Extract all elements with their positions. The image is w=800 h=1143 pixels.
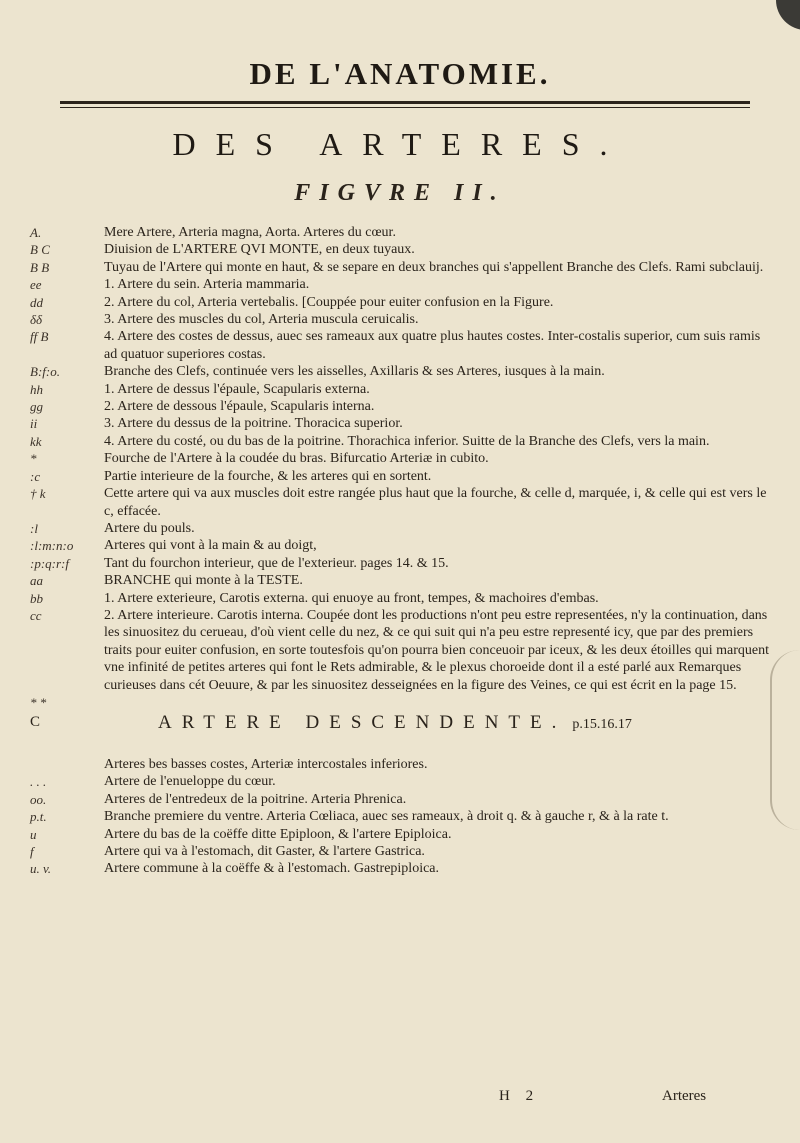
entry-text: Tant du fourchon interieur, que de l'exterieur. pages 14. & 15. — [104, 555, 449, 571]
heading-text: ARTERE DESCENDENTE. — [158, 711, 567, 733]
entry-text: Arteres qui vont à la main & au doigt, — [104, 538, 317, 554]
page-edge — [770, 650, 800, 830]
entry-mark: :p:q:r:f — [30, 555, 69, 571]
entry-text: Arteres bes basses costes, Arteriæ intercostales inferiores. — [104, 756, 428, 772]
entry-text: Branche premiere du ventre. Arteria Cœliaca, auec ses rameaux, à droit q. & à gauche r, & à la rate t. — [104, 809, 669, 825]
page-reference: p.15.16.17 — [572, 716, 632, 732]
legend-entry — [30, 363, 770, 380]
entry-text: 2. Artere du col, Arteria vertebalis. [Couppée pour euiter confusion en la Figure. — [104, 294, 554, 310]
legend-entry — [30, 791, 770, 808]
heading-mark: C — [30, 713, 41, 730]
entry-mark: δδ — [30, 312, 43, 328]
legend-entry — [30, 450, 770, 467]
legend-entry — [30, 572, 770, 589]
entry-mark: B B — [30, 259, 50, 275]
legend-entry — [30, 398, 770, 415]
entry-mark: :l:m:n:o — [30, 538, 74, 554]
legend-entry — [30, 590, 770, 607]
legend-entry — [30, 381, 770, 398]
entry-text: 2. Artere de dessous l'épaule, Scapularis interna. — [104, 399, 375, 415]
signature-mark: H 2 — [499, 1088, 540, 1104]
legend-entry — [30, 520, 770, 537]
figure-title: FIGVRE II. — [294, 180, 506, 206]
running-head: DE L'ANATOMIE. — [249, 56, 551, 91]
entry-text: Artere du pouls. — [104, 520, 195, 536]
entry-text: 4. Artere des costes de dessus, auec ses rameaux aux quatre plus hautes costes. Inter-costalis superior, cum suis ramis ad quatuor superiores costas. — [104, 329, 761, 362]
entry-text: Artere qui va à l'estomach, dit Gaster, & l'artere Gastrica. — [104, 844, 425, 859]
entry-text: 1. Artere de dessus l'épaule, Scapularis externa. — [104, 381, 370, 397]
entry-text: Artere de l'enueloppe du cœur. — [104, 774, 276, 790]
entry-mark: ff B — [30, 329, 49, 345]
entry-mark: B C — [30, 242, 50, 258]
entry-mark: oo. — [30, 791, 47, 807]
entry-mark: u — [30, 826, 37, 842]
legend-entry — [30, 826, 770, 843]
legend-entry — [30, 415, 770, 432]
page-corner-shadow — [776, 0, 800, 30]
legend-entries — [30, 224, 770, 878]
entry-mark: ee — [30, 277, 42, 293]
entry-mark: gg — [30, 399, 43, 415]
entry-text: Diuision de L'ARTERE QVI MONTE, en deux tuyaux. — [104, 242, 415, 258]
section-title: DES ARTERES. — [172, 126, 628, 162]
entry-mark: hh — [30, 381, 43, 397]
entry-text: 1. Artere du sein. Arteria mammaria. — [104, 277, 310, 293]
legend-entry — [30, 843, 770, 860]
legend-entry — [30, 259, 770, 276]
entry-text: 3. Artere du dessus de la poitrine. Thoracica superior. — [104, 416, 403, 432]
legend-entry — [30, 555, 770, 572]
entry-mark: * * — [30, 694, 47, 710]
entry-mark: kk — [30, 433, 42, 449]
entry-mark: * — [30, 451, 37, 467]
entry-text: 1. Artere exterieure, Carotis externa. qui enuoye au front, tempes, & machoires d'embas. — [104, 590, 599, 606]
entry-mark: ii — [30, 416, 38, 432]
legend-entry — [30, 311, 770, 328]
entry-text: Artere commune à la coëffe & à l'estomach. Gastrepiploica. — [104, 861, 440, 877]
descending-artery-heading — [30, 712, 770, 734]
legend-entry — [30, 468, 770, 485]
legend-entry — [30, 224, 770, 241]
entry-mark: :l — [30, 520, 38, 536]
legend-entry — [30, 756, 770, 773]
entry-mark: p.t. — [30, 809, 47, 825]
legend-entry — [30, 485, 770, 520]
entry-text: Cette artere qui va aux muscles doit estre rangée plus haut que la fourche, & celle d, marquée, i, & celle qui est vers le c, effacée. — [104, 486, 767, 519]
entry-text: Branche des Clefs, continuée vers les aisselles, Axillaris & ses Arteres, iusques à la main. — [104, 364, 605, 380]
entry-text: Fourche de l'Artere à la coudée du bras. Bifurcatio Arteriæ in cubito. — [104, 451, 489, 467]
entry-text: Tuyau de l'Artere qui monte en haut, & se separe en deux branches qui s'appellent Branche des Clefs. Rami subclauij. — [104, 259, 764, 275]
entry-mark: f — [30, 844, 34, 859]
double-rule — [60, 101, 750, 104]
entry-text: 2. Artere interieure. Carotis interna. Coupée dont les productions n'ont peu estre representées, n'y la continuation, dans les sinuositez du cerueau, d'où vient celle du nez, & ce qui suit qui n'a peu estre representé icy, que par des premiers traits pour euiter confusion, en sorte toutesfois qu'on pourra bien conceuoir par iceux, & les deux étoilles qui marquent vne infinité de petites arteres qui font le Rets admirable, & le plexus choroeide dont il a esté parlé aux Remarques curieuses dans cét Oeuure, & par les sinuositez desseignées en la figure des Veines, ce qui est écrit en la page 15. — [104, 607, 770, 693]
legend-entry — [30, 241, 770, 258]
legend-entry — [30, 276, 770, 293]
legend-entry — [30, 773, 770, 790]
entry-mark: . . . — [30, 774, 47, 790]
entry-text: Partie interieure de la fourche, & les arteres qui en sortent. — [104, 468, 432, 484]
entry-mark: :c — [30, 468, 41, 484]
entry-text: Arteres de l'entredeux de la poitrine. Arteria Phrenica. — [104, 791, 407, 807]
legend-entry — [30, 328, 770, 363]
legend-entry — [30, 860, 770, 877]
entry-text: 4. Artere du costé, ou du bas de la poitrine. Thorachica inferior. Suitte de la Branche des Clefs, vers la main. — [104, 433, 710, 449]
entry-text: Artere du bas de la coëffe ditte Epiploon, & l'artere Epiploica. — [104, 826, 452, 842]
legend-entry — [30, 537, 770, 554]
entry-mark: † k — [30, 486, 46, 502]
legend-entry — [30, 808, 770, 825]
catchword: Arteres — [662, 1088, 707, 1104]
entry-text: Mere Artere, Arteria magna, Aorta. Arteres du cœur. — [104, 225, 396, 240]
entry-mark: dd — [30, 294, 43, 310]
entry-text: 3. Artere des muscles du col, Arteria muscula ceruicalis. — [104, 312, 419, 328]
legend-entry — [30, 294, 770, 311]
entry-mark: bb — [30, 590, 43, 606]
entry-mark: A. — [30, 225, 42, 240]
entry-mark: cc — [30, 607, 42, 623]
legend-entry — [30, 607, 770, 694]
entry-text: BRANCHE qui monte à la TESTE. — [104, 573, 303, 589]
entry-mark: B:f:o. — [30, 364, 60, 380]
entry-mark: aa — [30, 573, 43, 589]
legend-entry — [30, 433, 770, 450]
entry-mark: u. v. — [30, 861, 52, 877]
